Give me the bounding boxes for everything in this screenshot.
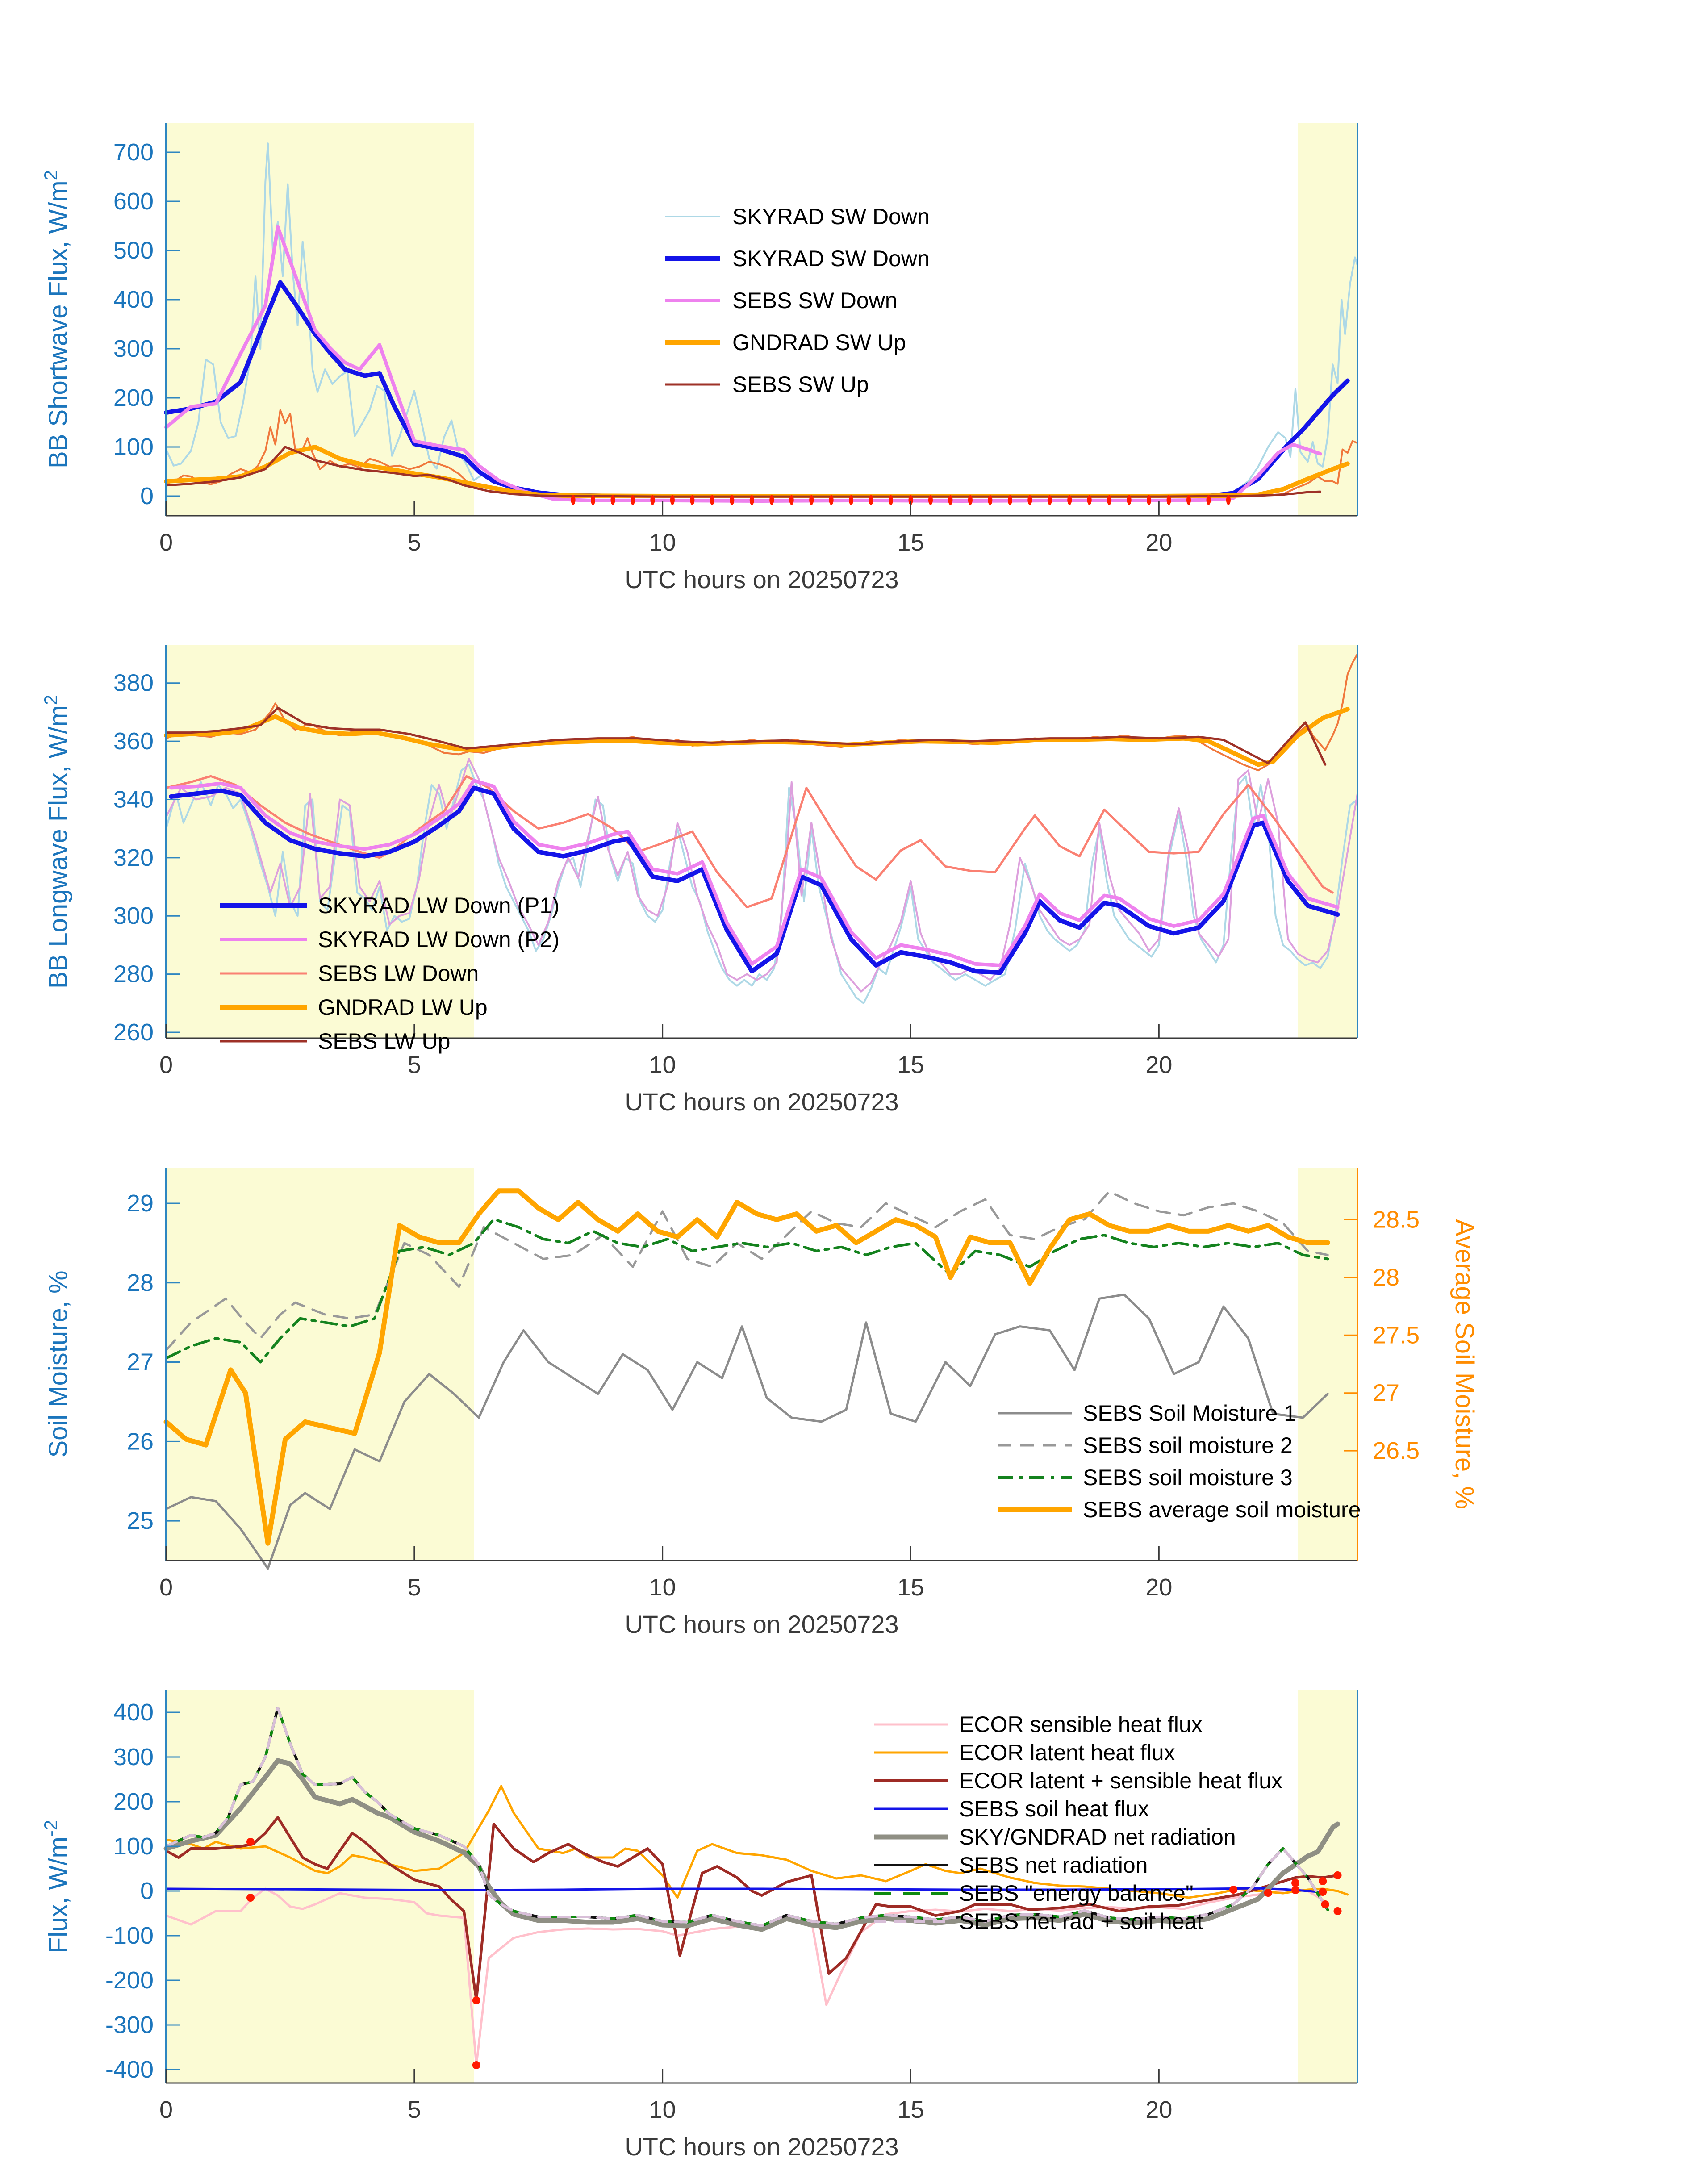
legend-label: SEBS SW Down <box>732 288 898 313</box>
y-tick-label: 380 <box>113 669 154 697</box>
y-tick-label: 260 <box>113 1019 154 1046</box>
qc-marker-dot <box>246 1894 255 1902</box>
plot-shortwave-legend <box>665 204 930 397</box>
qc-marker-dot <box>1226 495 1231 505</box>
qc-marker-dot <box>750 495 754 505</box>
twilight-band <box>166 1690 474 2083</box>
x-tick-label: 20 <box>1145 1052 1173 1078</box>
y-tick-label: 320 <box>113 844 154 871</box>
y-tick-label: 0 <box>140 1878 154 1904</box>
qc-marker-dot <box>472 1996 480 2004</box>
x-tick-label: 5 <box>407 2096 421 2123</box>
x-axis-title: UTC hours on 20250723 <box>625 1610 899 1638</box>
x-tick-label: 20 <box>1145 1574 1173 1601</box>
y-tick-label: 26 <box>126 1428 154 1455</box>
qc-marker-dot <box>670 495 675 505</box>
y-tick-label: 280 <box>113 960 154 988</box>
qc-marker-dot <box>889 495 893 505</box>
x-axis-title: UTC hours on 20250723 <box>625 1088 899 1116</box>
y-tick-label: 400 <box>113 1699 154 1726</box>
x-tick-label: 5 <box>407 1052 421 1078</box>
legend-label: SKYRAD SW Down <box>732 246 930 271</box>
legend-label: SEBS net radiation <box>959 1853 1148 1878</box>
x-tick-label: 10 <box>649 529 676 556</box>
qc-marker-dot <box>809 495 814 505</box>
qc-marker-dot <box>1127 495 1132 505</box>
x-tick-label: 0 <box>159 529 173 556</box>
legend-label: SEBS SW Up <box>732 372 869 397</box>
qc-marker-dot <box>710 495 714 505</box>
qc-marker-dot <box>591 495 595 505</box>
y-axis-title: BB Longwave Flux, $W/m^2$ <box>40 694 73 989</box>
plot-soil-moisture <box>44 1168 1479 1638</box>
legend-label: SKYRAD SW Down <box>732 204 930 229</box>
qc-marker-dot <box>1319 1877 1327 1885</box>
y-tick-label: 300 <box>113 335 154 362</box>
legend-label: GNDRAD LW Up <box>318 995 488 1020</box>
y-tick-label: 500 <box>113 237 154 264</box>
x-tick-label: 0 <box>159 1052 173 1078</box>
twilight-band <box>1298 123 1357 516</box>
qc-marker-dot <box>1147 495 1151 505</box>
qc-marker-dot <box>1321 1900 1329 1908</box>
y-tick-label-right: 28.5 <box>1373 1206 1420 1233</box>
qc-marker-dot <box>1087 495 1092 505</box>
legend-label: ECOR latent + sensible heat flux <box>959 1768 1282 1793</box>
qc-marker-dot <box>1291 1886 1299 1894</box>
legend-label: SEBS LW Down <box>318 961 479 986</box>
qc-marker-dot <box>1334 1907 1342 1915</box>
x-tick-label: 10 <box>649 1052 676 1078</box>
x-axis-title: UTC hours on 20250723 <box>625 2133 899 2161</box>
y-tick-label: -200 <box>105 1967 154 1994</box>
legend-label: ECOR sensible heat flux <box>959 1712 1203 1737</box>
plot-longwave <box>40 645 1357 1116</box>
legend-label: ECOR latent heat flux <box>959 1740 1175 1765</box>
x-tick-label: 5 <box>407 1574 421 1601</box>
legend-label: SEBS "energy balance" <box>959 1881 1194 1906</box>
y-tick-label: 360 <box>113 728 154 755</box>
y-tick-label: 200 <box>113 1788 154 1815</box>
y-tick-label: 100 <box>113 434 154 460</box>
y-axis-title: BB Shortwave Flux, $W/m^2$ <box>40 170 73 468</box>
qc-marker-dot <box>869 495 873 505</box>
qc-marker-dot <box>789 495 794 505</box>
legend-label: SEBS Soil Moisture 1 <box>1083 1401 1296 1426</box>
y-tick-label: 29 <box>126 1190 154 1217</box>
y-tick-label-right: 26.5 <box>1373 1437 1420 1465</box>
y-tick-label-right: 28 <box>1373 1264 1400 1291</box>
y-tick-label: 340 <box>113 786 154 813</box>
legend-label: SEBS average soil moisture <box>1083 1497 1361 1522</box>
x-tick-label: 10 <box>649 1574 676 1601</box>
y-tick-label: 700 <box>113 139 154 166</box>
qc-marker-dot <box>1319 1888 1327 1896</box>
qc-marker-dot <box>472 2061 480 2069</box>
qc-marker-dot <box>968 495 973 505</box>
x-tick-label: 20 <box>1145 2096 1173 2123</box>
qc-marker-dot <box>928 495 933 505</box>
y-tick-label: 200 <box>113 384 154 411</box>
legend-label: SEBS soil moisture 3 <box>1083 1465 1293 1490</box>
qc-marker-dot <box>1107 495 1111 505</box>
qc-marker-dot <box>769 495 774 505</box>
qc-marker-dot <box>948 495 952 505</box>
qc-marker-dot <box>650 495 655 505</box>
qc-marker-dot <box>1008 495 1012 505</box>
plot-shortwave <box>40 123 1357 593</box>
y-tick-label: 600 <box>113 188 154 215</box>
qc-marker-dot <box>1167 495 1171 505</box>
twilight-band <box>166 123 474 516</box>
qc-marker-dot <box>690 495 694 505</box>
y-tick-label: 0 <box>140 483 154 509</box>
y-tick-label: 28 <box>126 1269 154 1296</box>
qc-marker-dot <box>631 495 635 505</box>
y-tick-label: 100 <box>113 1833 154 1860</box>
y-tick-label: 25 <box>126 1507 154 1535</box>
x-tick-label: 15 <box>897 2096 924 2123</box>
qc-marker-dot <box>611 495 615 505</box>
qc-marker-dot <box>246 1838 255 1846</box>
legend-label: SKY/GNDRAD net radiation <box>959 1824 1236 1849</box>
qc-marker-dot <box>1027 495 1032 505</box>
y-tick-label-right: 27.5 <box>1373 1322 1420 1349</box>
qc-marker-dot <box>1067 495 1072 505</box>
legend-label: SEBS net rad + soil heat <box>959 1909 1203 1934</box>
qc-marker-dot <box>1207 495 1211 505</box>
y-tick-label: 400 <box>113 286 154 313</box>
y-tick-label-right: 27 <box>1373 1379 1400 1407</box>
qc-marker-dot <box>1264 1889 1272 1897</box>
x-tick-label: 15 <box>897 529 924 556</box>
qc-marker-dot <box>988 495 992 505</box>
y-axis-title: Flux, $W/m^{-2}$ <box>40 1820 73 1954</box>
legend-label: SEBS soil moisture 2 <box>1083 1433 1293 1458</box>
legend-label: GNDRAD SW Up <box>732 330 906 355</box>
x-tick-label: 15 <box>897 1574 924 1601</box>
x-tick-label: 5 <box>407 529 421 556</box>
x-tick-label: 0 <box>159 1574 173 1601</box>
legend-label: SEBS LW Up <box>318 1029 451 1054</box>
x-axis-title: UTC hours on 20250723 <box>625 565 899 593</box>
x-tick-label: 0 <box>159 2096 173 2123</box>
qc-marker-dot <box>730 495 734 505</box>
legend-label: SKYRAD LW Down (P2) <box>318 927 560 952</box>
qc-marker-dot <box>829 495 834 505</box>
y-axis-title-right: Average Soil Moisture, % <box>1450 1219 1479 1510</box>
qc-marker-dot <box>1048 495 1052 505</box>
y-tick-label: -400 <box>105 2056 154 2083</box>
qc-marker-dot <box>1186 495 1191 505</box>
qc-marker-dot <box>849 495 853 505</box>
y-axis-title: Soil Moisture, % <box>44 1270 73 1458</box>
twilight-band <box>1298 1690 1357 2083</box>
qc-marker-dot <box>1334 1871 1342 1879</box>
x-tick-label: 20 <box>1145 529 1173 556</box>
qc-marker-dot <box>1291 1879 1299 1887</box>
x-tick-label: 10 <box>649 2096 676 2123</box>
y-tick-label: 300 <box>113 1744 154 1770</box>
qc-marker-dot <box>571 495 576 505</box>
legend-label: SEBS soil heat flux <box>959 1796 1149 1821</box>
y-tick-label: -300 <box>105 2012 154 2038</box>
qc-marker-dot <box>1229 1886 1237 1894</box>
y-tick-label: 27 <box>126 1348 154 1376</box>
plot-flux <box>40 1690 1357 2161</box>
x-tick-label: 15 <box>897 1052 924 1078</box>
y-tick-label: -100 <box>105 1922 154 1949</box>
legend-label: SKYRAD LW Down (P1) <box>318 893 560 918</box>
y-tick-label: 300 <box>113 902 154 930</box>
